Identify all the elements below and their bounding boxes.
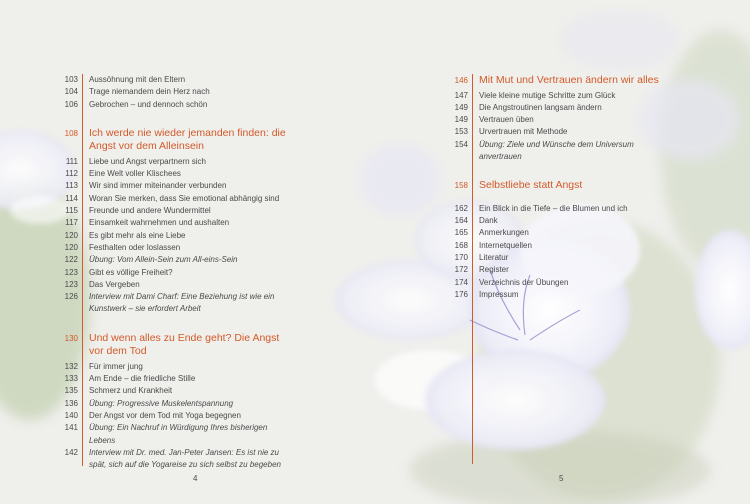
toc-entry-title: Impressum bbox=[479, 289, 519, 299]
toc-page-number: 115 bbox=[65, 206, 78, 216]
toc-page-number: 123 bbox=[64, 279, 78, 289]
toc-chapter-title: Ich werde nie wieder jemanden finden: die Angst vor dem Alleinsein bbox=[89, 126, 286, 153]
toc-chapter-title: Mit Mut und Vertrauen ändern wir alles bbox=[479, 74, 659, 86]
toc-page-number: 114 bbox=[65, 193, 78, 203]
toc-entry bbox=[62, 385, 292, 397]
toc-page-number: 112 bbox=[65, 169, 78, 179]
toc-entry bbox=[450, 139, 660, 164]
toc-entry bbox=[62, 291, 292, 316]
toc-entry-title: Ein Blick in die Tiefe – die Blumen und ich bbox=[479, 203, 628, 213]
toc-page-number: 117 bbox=[65, 218, 78, 228]
toc-entry-title: Am Ende – die friedliche Stille bbox=[89, 374, 196, 384]
toc-page-number: 170 bbox=[454, 252, 468, 262]
toc-entry-title: Vertrauen üben bbox=[479, 115, 534, 125]
toc-entry-title: Urvertrauen mit Methode bbox=[479, 127, 568, 137]
toc-page-number: 176 bbox=[454, 289, 468, 299]
toc-entry bbox=[450, 114, 660, 126]
toc-entry-title: Verzeichnis der Übungen bbox=[479, 277, 569, 287]
toc-entry bbox=[62, 398, 292, 410]
toc-chapter-title: Selbstliebe statt Angst bbox=[479, 179, 583, 192]
toc-entry bbox=[450, 240, 660, 252]
toc-entry-title: Dank bbox=[479, 216, 498, 226]
toc-entry bbox=[62, 180, 292, 192]
toc-page-number: 120 bbox=[64, 230, 78, 240]
toc-entry bbox=[450, 227, 660, 239]
toc-entry bbox=[62, 86, 292, 98]
toc-page-number: 126 bbox=[64, 292, 78, 302]
toc-entry-title: Gebrochen – und dennoch schön bbox=[89, 99, 208, 109]
toc-page-number: 106 bbox=[64, 99, 78, 109]
toc-page-number: 142 bbox=[64, 447, 78, 457]
toc-entry bbox=[62, 279, 292, 291]
toc-page-number: 130 bbox=[64, 333, 78, 343]
toc-entry bbox=[450, 277, 660, 289]
toc-page-number: 104 bbox=[64, 87, 78, 97]
toc-entry bbox=[62, 254, 292, 266]
toc-entry-title: Liebe und Angst verpartnern sich bbox=[89, 156, 206, 166]
toc-entry-title: Schmerz und Krankheit bbox=[89, 386, 173, 396]
toc-page-number: 132 bbox=[64, 361, 78, 371]
toc-entry-title: Trage niemandem dein Herz nach bbox=[89, 87, 210, 97]
toc-page-number: 122 bbox=[64, 255, 78, 265]
toc-entry-title: Übung: Ziele und Wünsche dem Universum anvertrauen bbox=[479, 139, 634, 161]
toc-page-number: 174 bbox=[454, 277, 468, 287]
toc-entry-title: Übung: Vom Allein-Sein zum All-eins-Sein bbox=[89, 255, 238, 265]
toc-entry bbox=[62, 267, 292, 279]
toc-entry bbox=[62, 205, 292, 217]
toc-page-number: 123 bbox=[64, 267, 78, 277]
toc-entry-title: Für immer jung bbox=[89, 361, 143, 371]
toc-page-number: 108 bbox=[64, 128, 78, 138]
right-page-number: 5 bbox=[559, 474, 564, 483]
toc-entry-title: Festhalten oder loslassen bbox=[89, 242, 181, 252]
toc-chapter-entry bbox=[450, 74, 660, 88]
toc-entry-title: Die Angstroutinen langsam ändern bbox=[479, 102, 602, 112]
toc-entry-title: Internetquellen bbox=[479, 240, 532, 250]
toc-entry bbox=[62, 230, 292, 242]
toc-page-number: 133 bbox=[64, 374, 78, 384]
toc-entry-title: Eine Welt voller Klischees bbox=[89, 169, 181, 179]
toc-page-number: 120 bbox=[64, 242, 78, 252]
toc-page-number: 172 bbox=[454, 265, 468, 275]
toc-page-number: 103 bbox=[64, 75, 78, 84]
toc-entry-title: Aussöhnung mit den Eltern bbox=[89, 75, 186, 84]
toc-page-number: 168 bbox=[454, 240, 468, 250]
toc-page-number: 162 bbox=[454, 203, 468, 213]
toc-entry bbox=[450, 203, 660, 215]
toc-entry-title: Übung: Ein Nachruf in Würdigung Ihres bisherigen Lebens bbox=[89, 423, 268, 445]
toc-entry-title: Literatur bbox=[479, 252, 509, 262]
toc-page-number: 140 bbox=[64, 410, 78, 420]
toc-chapter-entry bbox=[450, 179, 660, 193]
toc-chapter-entry bbox=[62, 332, 292, 359]
toc-entry-title: Anmerkungen bbox=[479, 228, 529, 238]
toc-entry bbox=[62, 99, 292, 111]
toc-entry-title: Viele kleine mutige Schritte zum Glück bbox=[479, 90, 616, 100]
toc-entry bbox=[62, 168, 292, 180]
toc-entry bbox=[62, 193, 292, 205]
toc-entry bbox=[62, 242, 292, 254]
toc-page-number: 136 bbox=[64, 398, 78, 408]
toc-page-number: 158 bbox=[454, 181, 468, 191]
toc-page-number: 146 bbox=[454, 76, 468, 85]
left-toc-page bbox=[62, 74, 292, 471]
toc-page-number: 147 bbox=[454, 90, 468, 100]
toc-entry bbox=[450, 126, 660, 138]
toc-entry bbox=[62, 361, 292, 373]
toc-page-number: 154 bbox=[454, 139, 468, 149]
toc-entry bbox=[62, 422, 292, 447]
toc-entry bbox=[450, 264, 660, 276]
toc-entry-title: Es gibt mehr als eine Liebe bbox=[89, 230, 186, 240]
right-toc-page bbox=[450, 74, 660, 301]
toc-entry-title: Wir sind immer miteinander verbunden bbox=[89, 181, 227, 191]
toc-entry-title: Register bbox=[479, 265, 509, 275]
toc-entry bbox=[62, 410, 292, 422]
toc-entry bbox=[450, 90, 660, 102]
toc-page-number: 111 bbox=[65, 156, 78, 166]
toc-chapter-entry bbox=[62, 127, 292, 154]
toc-entry bbox=[62, 156, 292, 168]
toc-page-number: 165 bbox=[454, 228, 468, 238]
toc-entry-title: Interview mit Dami Charf: Eine Beziehung ist wie ein Kunstwerk – sie erfordert Arbeit bbox=[89, 292, 275, 314]
toc-entry-title: Freunde und andere Wundermittel bbox=[89, 206, 211, 216]
toc-chapter-title: Und wenn alles zu Ende geht? Die Angst vor dem Tod bbox=[89, 331, 280, 358]
toc-entry-title: Gibt es völlige Freiheit? bbox=[89, 267, 173, 277]
toc-page-number: 149 bbox=[454, 115, 468, 125]
toc-page-number: 135 bbox=[64, 386, 78, 396]
toc-entry-title: Das Vergeben bbox=[89, 279, 140, 289]
toc-entry bbox=[62, 447, 292, 472]
toc-entry bbox=[450, 289, 660, 301]
toc-page-number: 149 bbox=[454, 102, 468, 112]
toc-entry bbox=[450, 252, 660, 264]
toc-entry-title: Interview mit Dr. med. Jan-Peter Jansen: Es ist nie zu spät, sich auf die Yogareise zu sich selbst zu begeben bbox=[89, 447, 281, 470]
toc-entry-title: Einsamkeit wahrnehmen und aushalten bbox=[89, 218, 230, 228]
toc-entry bbox=[450, 215, 660, 227]
toc-entry-title: Übung: Progressive Muskelentspannung bbox=[89, 398, 234, 408]
toc-entry bbox=[62, 373, 292, 385]
toc-entry bbox=[450, 102, 660, 114]
toc-entry bbox=[62, 74, 292, 86]
toc-entry bbox=[62, 217, 292, 229]
toc-page-number: 141 bbox=[64, 423, 78, 433]
left-page-number: 4 bbox=[193, 474, 198, 483]
toc-entry-title: Der Angst vor dem Tod mit Yoga begegnen bbox=[89, 410, 241, 420]
toc-entry-title: Woran Sie merken, dass Sie emotional abhängig sind bbox=[89, 193, 280, 203]
toc-page-number: 113 bbox=[65, 181, 78, 191]
toc-page-number: 164 bbox=[454, 216, 468, 226]
toc-page-number: 153 bbox=[454, 127, 468, 137]
